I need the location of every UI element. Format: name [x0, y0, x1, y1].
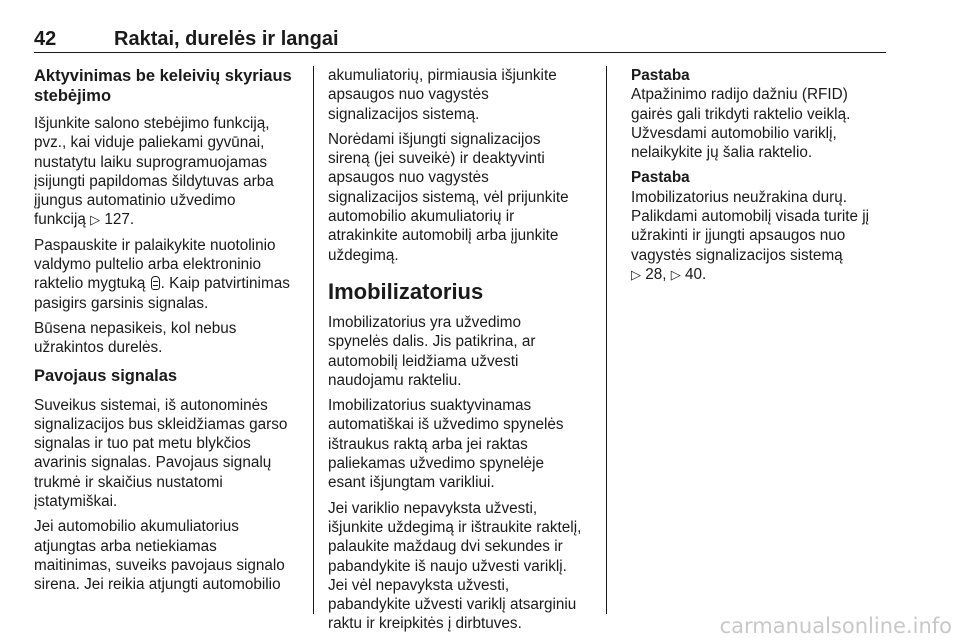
section-heading: Aktyvinimas be keleivių skyriaus stebėjimo [34, 67, 292, 105]
paragraph: Imobilizatorius yra užvedimo spynelės dalis. Jis patikrina, ar automobilį leidžiama užvesti naudojamu rakteliu. [328, 313, 536, 389]
column-divider [313, 66, 314, 614]
paragraph-text: Imobilizatorius neužrakina durų. Palikdami automobilį visada turite jį užrakinti ir įjungti apsaugos nuo vagystės signalizacijos sistemą [631, 188, 870, 264]
note-text: Atpažinimo radijo dažniu (RFID) gairės gali trikdyti raktelio veiklą. Užvesdami automobilio variklį, nelaikykite jų šalia raktelio. [631, 86, 851, 162]
column-divider [606, 66, 607, 614]
paragraph [34, 114, 302, 230]
arrow-right-outline-icon: ▷ [670, 266, 681, 282]
page-reference[interactable]: 40. [685, 265, 707, 283]
watermark: carmanualsonline.info [719, 614, 952, 638]
arrow-right-outline-icon: ▷ [631, 266, 641, 282]
page-header [34, 28, 886, 53]
paragraph: Suveikus sistemai, iš autonominės signalizacijos bus skleidžiamas garso signalas ir tuo pat metu blykčios avarinis signalas. Pavojaus signalų trukmė ir skaičius nustatomi įstatymiškai. [34, 396, 288, 511]
chapter-title: Raktai, durelės ir langai [114, 28, 339, 50]
lock-button-icon [151, 276, 160, 290]
page-reference[interactable]: 127. [104, 211, 135, 229]
column-1 [34, 66, 302, 601]
arrow-right-outline-icon: ▷ [90, 212, 101, 228]
section-heading: Pavojaus signalas [34, 366, 178, 385]
paragraph-text: Išjunkite salono stebėjimo funkciją, pvz., kai viduje paliekami gyvūnai, nustatytu laiku suprogramuojamas įsijungti papildomas šildytuvas arba įjungus automatinio užvedimo funkciją [34, 115, 274, 229]
paragraph [34, 236, 302, 313]
column-3 [631, 66, 893, 290]
note-label: Pastaba [631, 169, 690, 187]
main-heading: Imobilizatorius [328, 278, 484, 304]
paragraph-text: Paspauskite ir palaikykite nuotolinio valdymo pultelio arba elektroninio raktelio mygtuką [34, 236, 276, 293]
column-2 [328, 66, 596, 640]
paragraph: Jei automobilio akumuliatorius atjungtas arba netiekiamas maitinimas, suveiks pavojaus signalo sirena. Jei reikia atjungti automobilio [34, 518, 285, 594]
paragraph: akumuliatorių, pirmiausia išjunkite apsaugos nuo vagystės signalizacijos sistemą. [328, 67, 557, 123]
paragraph-text: . Kaip patvirtinimas pasigirs garsinis signalas. [34, 275, 290, 312]
paragraph: Imobilizatorius suaktyvinamas automatiškai iš užvedimo spynelės ištraukus raktą arba jei raktas paliekamas užvedimo spynelėje esant išjungtam varikliui. [328, 397, 564, 492]
page-reference[interactable]: 28, [645, 265, 667, 283]
paragraph: Norėdami išjungti signalizacijos sireną (jei suveikė) ir deaktyvinti apsaugos nuo vagystės signalizacijos sistemą, vėl prijunkite automobilio akumuliatorių ir atrakinkite automobilį arba įjunkite uždegimą. [328, 130, 569, 264]
note-text [631, 188, 893, 284]
paragraph: Būsena nepasikeis, kol nebus užrakintos durelės. [34, 319, 237, 357]
page-number: 42 [34, 28, 57, 50]
note-label: Pastaba [631, 67, 690, 84]
paragraph: Jei variklio nepavyksta užvesti, išjunkite uždegimą ir ištraukite raktelį, palaukite maždaug dvi sekundes ir pabandykite iš naujo užvesti variklį. Jei vėl nepavyksta užvesti, pabandykite užvesti variklį atsarginiu raktu ir kreipkitės į dirbtuves. [328, 499, 582, 633]
